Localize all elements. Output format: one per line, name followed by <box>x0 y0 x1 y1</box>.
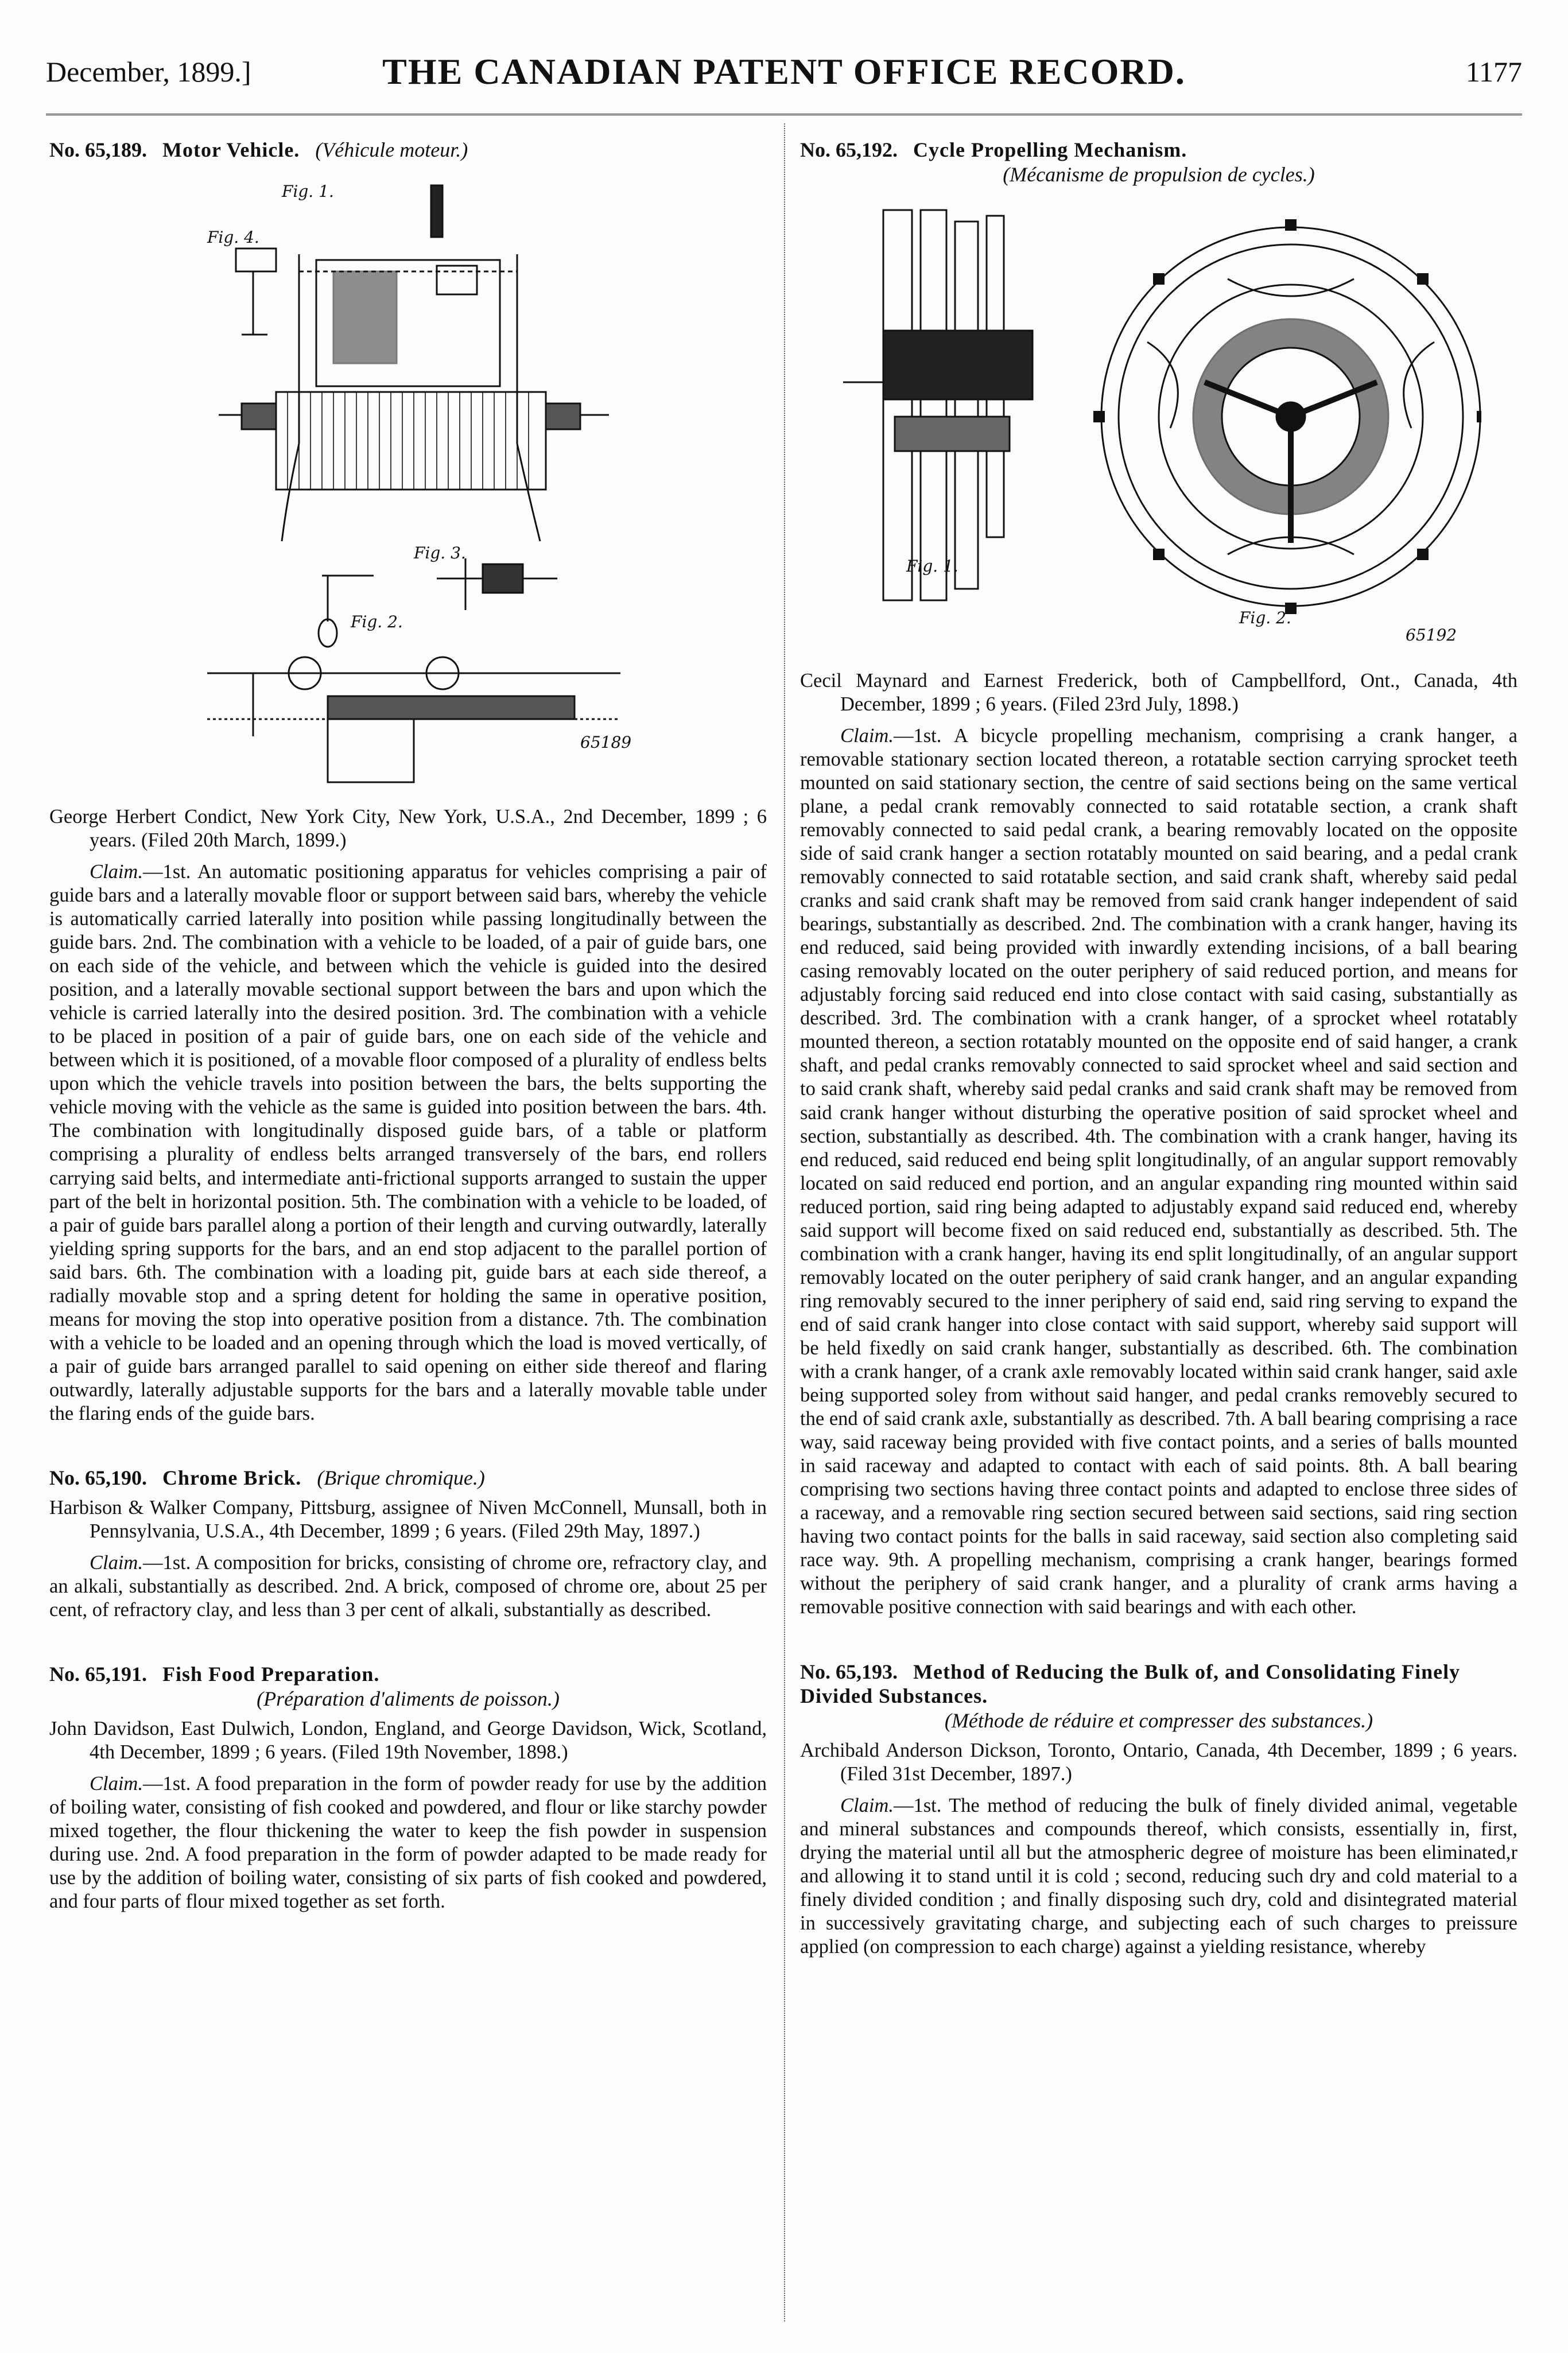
patent-heading <box>800 1660 1517 1733</box>
fig1-label: Fig. 1. <box>906 556 958 576</box>
claim-text: —1st. A composition for bricks, consisting of chrome ore, refractory clay, and an alkali, substantially as described. 2nd. A brick, composed of chrome ore, about 25 per cent, of refractory clay, and less than 3 per cent of alkali, substantially as described. <box>49 1551 767 1621</box>
patent-title: Method of Reducing the Bulk of, and Consolidating Finely Divided Substances. <box>800 1660 1461 1708</box>
patent-heading <box>800 138 1517 187</box>
patent-inventor: Harbison & Walker Company, Pittsburg, assignee of Niven McConnell, Munsall, both in Pennsylvania, U.S.A., 4th December, 1899 ; 6 years. (Filed 29th May, 1897.) <box>49 1496 767 1542</box>
patent-french-title: (Brique chromique.) <box>317 1466 485 1490</box>
claim-text: —1st. A bicycle propelling mechanism, comprising a crank hanger, a removable stationary section located thereon, a rotatable section carrying sprocket teeth mounted on said stationary section, the centre of said sections being on the same vertical plane, a pedal crank removably connected to said rotatable section, a crank shaft removably connected to said pedal crank, a bearing removably located on the opposite side of said crank hanger a section rotatably mounted on said bearing, and a pedal crank removably connected to said rotatable section, and said crank shaft, whereby said pedal cranks and said crank shaft may be removed from said crank hanger independent of said bearings, substantially as described. 2nd. The combination with a crank hanger, having its end reduced, said being provided with inwardly extending incisions, of a ball bearing casing removably located on the outer periphery of said reduced portion, and means for adjustably forcing said reduced end into close contact with said casing, substantially as described. 3rd. The combination with a crank hanger, of a sprocket wheel rotatably mounted thereon, a section rotatably mounted on the opposite end of said hanger, a crank shaft, and pedal cranks removably connected to said sprocket wheel and said section and to said crank shaft, whereby said pedal cranks and said crank shaft may be removed from said crank hanger without disturbing the operative position of said sprocket wheel and section, substantially as described. 4th. The combination with a crank hanger, having its end reduced, said reduced end being split longitudinally, of an angular support removably located on said reduced end portion, and an angular expanding ring mounted within said reduced portion, said ring being adapted to adjustably expand said reduced end, whereby said support will become fixed on said reduced end, substantially as described. 5th. The combination with a crank hanger, having its end split longitudinally, of an angular support removably located on the outer periphery of said crank hanger, and an angular expanding ring removably secured to the inner periphery of said end, said ring serving to expand the end of said crank hanger into close contact with said support, whereby said support will be held fixedly on said crank hanger, substantially as described. 6th. The combination with a crank hanger, of a crank axle removably located within said crank hanger, said axle being supported soley from without said hanger, and pedal cranks removebly secured to the end of said crank axle, substantially as described. 7th. A ball bearing comprising a race way, said raceway being provided with five contact points, and a series of balls mounted in said raceway and adapted to contact with each of said points. 8th. A ball bearing comprising two sections having three contact points and adapted to enclose three sides of a raceway, and a removable ring section secured between said sections, said ring section having two contact points for the balls in said raceway, said section also completing said race way. 9th. A propelling mechanism, comprising a crank hanger, bearings formed without the periphery of said crank hanger, and a plurality of crank arms having a removable positive connection with said bearings and with each other. <box>800 724 1517 1618</box>
page-header <box>46 51 1522 114</box>
fig4-label: Fig. 4. <box>207 227 259 247</box>
figure-reference-number: 65192 <box>1406 625 1457 644</box>
claim-text: —1st. A food preparation in the form of powder ready for use by the addition of boiling water, consisting of fish cooked and powdered, and flour or like starchy powder mixed together, the flour thickening the water to keep the fish powder in suspension during use. 2nd. A food preparation in the form of powder adapted to be made ready for use by the addition of boiling water, consisting of six parts of fish cooked and powdered, and four parts of flour mixed together as set forth. <box>49 1772 767 1913</box>
column-divider <box>784 123 785 2321</box>
patent-number: No. 65,193. <box>800 1660 898 1683</box>
publication-title: THE CANADIAN PATENT OFFICE RECORD. <box>382 51 1186 92</box>
patent-number: No. 65,191. <box>49 1663 147 1686</box>
patent-number: No. 65,192. <box>800 138 898 161</box>
claim-text: —1st. An automatic positioning apparatus for vehicles comprising a pair of guide bars and a laterally movable floor or support between said bars, whereby the vehicle is automatically carried laterally into position while passing longitudinally between the guide bars. 2nd. The combination with a vehicle to be loaded, of a pair of guide bars, one on each side of the vehicle, and between which the vehicle is guided into the desired position, and a laterally movable sectional support between the bars and upon which the vehicle is carried laterally into the desired position. 3rd. The combination with a vehicle to be placed in position of a pair of guide bars, one on each side of the vehicle and between which it is positioned, of a movable floor composed of a plurality of endless belts upon which the vehicle travels into position between the bars, the belts supporting the vehicle moving with the vehicle as the same is guided into position between the bars. 4th. The combination with longitudinally disposed guide bars, of a table or platform comprising a plurality of endless belts arranged transversely of the bars, end rollers carrying said belts, and intermediate anti-frictional supports arranged to sustain the upper part of the belt in horizontal position. 5th. The combination with a vehicle to be loaded, of a pair of guide bars parallel along a portion of their length and curving outwardly, laterally yielding spring supports for the bars, and an end stop adjacent to the parallel portion of said bars. 6th. The combination with a loading pit, guide bars at each side thereof, a radially movable stop and a spring detent for holding the same in operative position, means for moving the stop into operative position from a distance. 7th. The combination with a vehicle to be loaded and an opening through which the load is moved vertically, of a pair of guide bars arranged parallel to said opening on either side thereof and flaring outwardly, laterally adjustable supports for the bars and a laterally movable table under the flaring ends of the guide bars. <box>49 860 767 1424</box>
patent-french-title: (Méthode de réduire et compresser des substances.) <box>944 1709 1373 1733</box>
claim-label: Claim. <box>90 860 143 883</box>
patent-inventor: Archibald Anderson Dickson, Toronto, Ontario, Canada, 4th December, 1899 ; 6 years. (Filed 31st December, 1897.) <box>800 1739 1517 1785</box>
fig3-label: Fig. 3. <box>414 543 466 562</box>
fig2-label: Fig. 2. <box>1239 608 1291 627</box>
patent-title: Cycle Propelling Mechanism. <box>913 138 1187 161</box>
cycle-mechanism-figure <box>826 199 1492 652</box>
patent-title: Chrome Brick. <box>162 1466 302 1490</box>
patent-french-title: (Préparation d'aliments de poisson.) <box>257 1687 560 1710</box>
issue-date: December, 1899.] <box>46 56 251 88</box>
claim-text: —1st. The method of reducing the bulk of finely divided animal, vegetable and mineral substances and compounds thereof, which consists, essentially in, first, drying the material until all but the atmospheric degree of moisture has been eliminated,r and allowing it to stand until it is cold ; second, reducing such dry and cold material to a finely divided condition ; and finally disposing such dry, cold and disintegrated material in successively gravitating charge, and subjecting each of such charges to preissure applied (on compression to each charge) against a yielding resistance, whereby <box>800 1795 1517 1958</box>
patent-65191 <box>49 1662 767 1913</box>
patent-65192 <box>800 138 1517 1620</box>
patent-claims <box>800 1794 1517 1959</box>
patent-heading <box>49 1466 767 1490</box>
fig2-label: Fig. 2. <box>351 612 403 631</box>
right-column <box>800 138 1517 1999</box>
claim-label: Claim. <box>90 1772 143 1795</box>
patent-inventor: John Davidson, East Dulwich, London, England, and George Davidson, Wick, Scotland, 4th December, 1899 ; 6 years. (Filed 19th November, 1898.) <box>49 1717 767 1763</box>
patent-claims <box>49 1551 767 1622</box>
patent-claims <box>800 724 1517 1620</box>
patent-65189 <box>49 138 767 1426</box>
patent-french-title: (Mécanisme de propulsion de cycles.) <box>1003 162 1315 186</box>
motor-vehicle-figure <box>184 174 632 788</box>
patent-claims <box>49 1772 767 1913</box>
claim-label: Claim. <box>90 1551 143 1574</box>
patent-inventor: George Herbert Condict, New York City, New York, U.S.A., 2nd December, 1899 ; 6 years. (Filed 20th March, 1899.) <box>49 805 767 851</box>
patent-number: No. 65,190. <box>49 1466 147 1490</box>
page-number: 1177 <box>1465 56 1522 88</box>
claim-label: Claim. <box>840 1795 894 1817</box>
patent-title: Fish Food Preparation. <box>162 1663 380 1686</box>
claim-label: Claim. <box>840 724 894 747</box>
patent-65193 <box>800 1660 1517 1959</box>
fig1-label: Fig. 1. <box>282 181 334 201</box>
patent-french-title: (Véhicule moteur.) <box>315 138 468 161</box>
patent-65190 <box>49 1466 767 1622</box>
patent-inventor: Cecil Maynard and Earnest Frederick, both of Campbellford, Ont., Canada, 4th December, 1899 ; 6 years. (Filed 23rd July, 1898.) <box>800 669 1517 715</box>
patent-title: Motor Vehicle. <box>162 138 300 161</box>
left-column <box>49 138 767 1954</box>
patent-number: No. 65,189. <box>49 138 147 161</box>
patent-claims <box>49 860 767 1426</box>
patent-heading <box>49 138 767 162</box>
patent-heading <box>49 1662 767 1711</box>
header-rule <box>46 114 1522 115</box>
figure-reference-number: 65189 <box>580 732 632 752</box>
